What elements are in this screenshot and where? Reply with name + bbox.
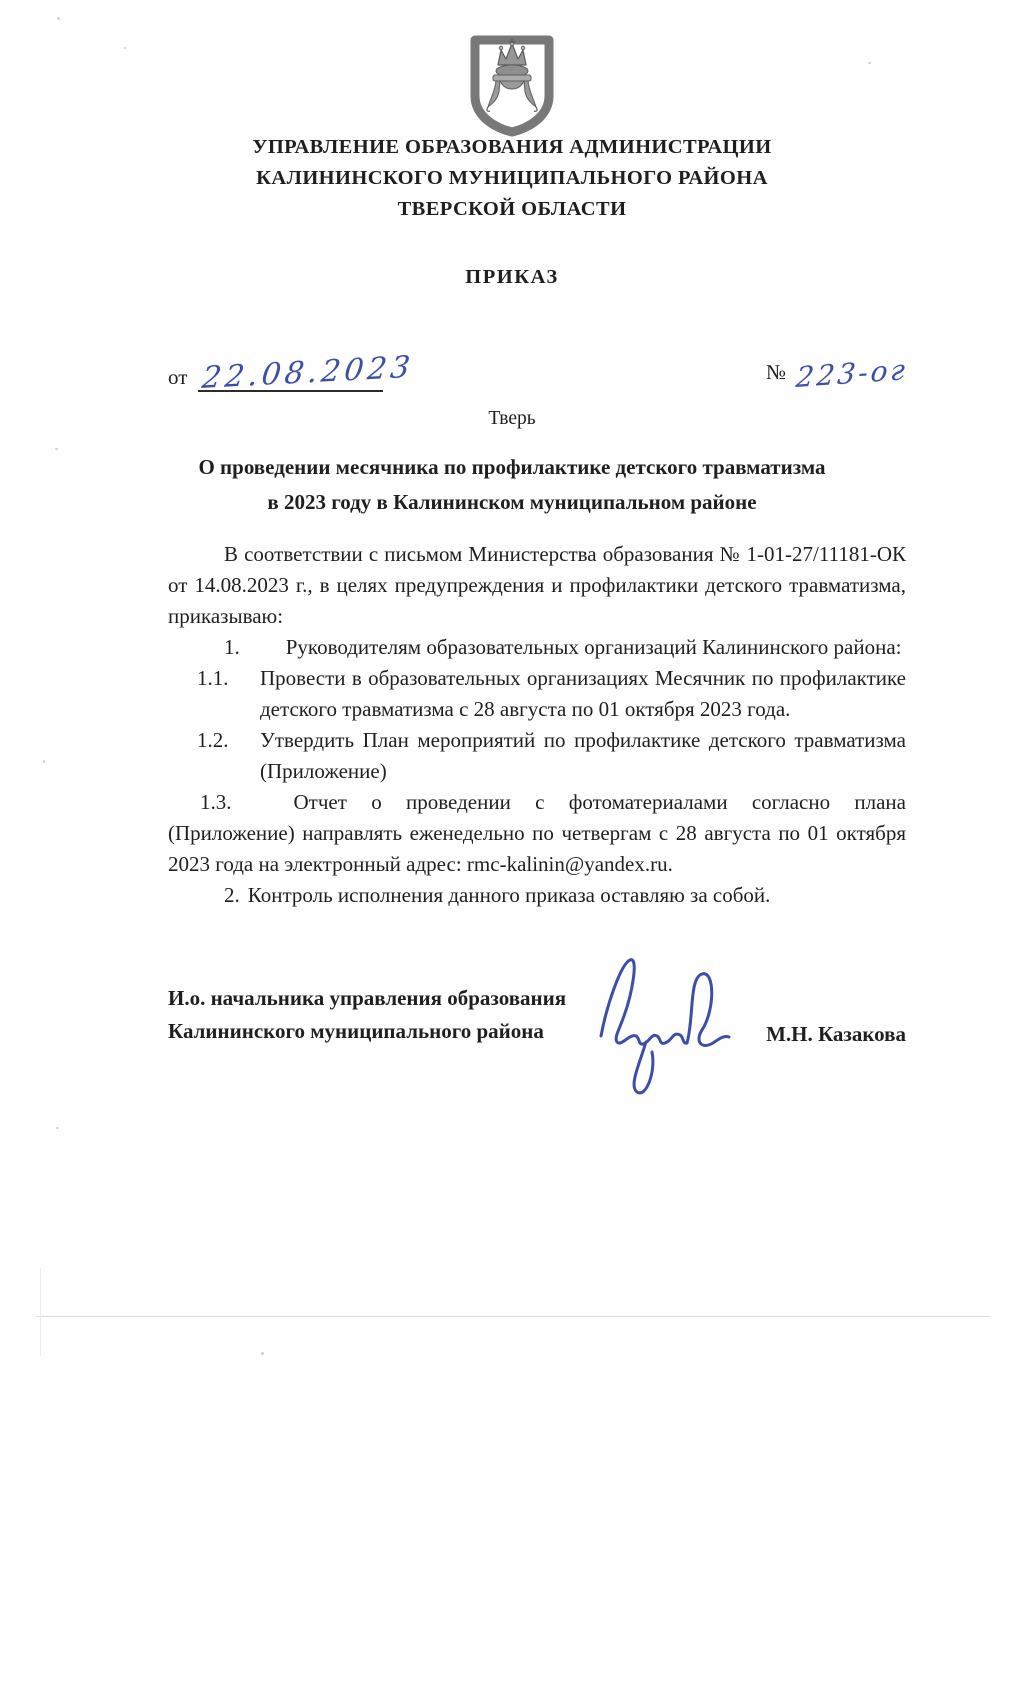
scan-speck: [56, 1127, 59, 1129]
tver-coat-of-arms-icon: [467, 34, 557, 138]
item-1-1-number: 1.1.: [197, 666, 229, 690]
scan-speck: [124, 47, 126, 49]
scan-speck: [55, 448, 58, 450]
scan-edge-artifact: [40, 1268, 41, 1356]
order-body: [168, 539, 906, 911]
item-2-number: 2.: [224, 883, 240, 907]
scan-speck: [261, 1352, 264, 1355]
signer-position-line-2: Калининского муниципального района: [168, 1019, 544, 1043]
item-1-2-number: 1.2.: [197, 728, 229, 752]
city-name: Тверь: [488, 408, 536, 429]
item-2-paragraph: [168, 880, 906, 911]
subject-line-1: О проведении месячника по профилактике детского травматизма: [198, 455, 826, 479]
number-label: №: [766, 360, 787, 384]
item-2-text: Контроль исполнения данного приказа оставляю за собой.: [247, 883, 771, 907]
item-1-text: Руководителям образовательных организаций Калининского района:: [285, 635, 902, 659]
item-1-3-number: 1.3.: [200, 790, 232, 814]
item-1-paragraph: [168, 632, 906, 663]
signature-block: [168, 982, 906, 1142]
order-number-block: [766, 352, 910, 395]
signer-position-line-1: И.о. начальника управления образования: [168, 986, 567, 1010]
handwritten-number: 223-ог: [794, 352, 910, 395]
org-line-2: КАЛИНИНСКОГО МУНИЦИПАЛЬНОГО РАЙОНА: [256, 167, 768, 189]
org-line-1: УПРАВЛЕНИЕ ОБРАЗОВАНИЯ АДМИНИСТРАЦИИ: [252, 136, 772, 158]
subject-title: [0, 450, 1024, 520]
intro-paragraph: В соответствии с письмом Министерства образования № 1-01-27/11181-ОК от 14.08.2023 г., в целях предупреждения и профилактики детского травматизма, приказываю:: [168, 542, 906, 628]
item-1-2-paragraph: [168, 725, 906, 787]
date-number-row: [168, 348, 908, 396]
item-1-3-text: Отчет о проведении с фотоматериалами согласно плана (Приложение) направлять еженедельно по четвергам с 28 августа по 01 октября 2023 года на электронный адрес: rmc-kalinin@yandex.ru.: [168, 790, 906, 876]
signer-name: М.Н. Казакова: [766, 1022, 906, 1046]
organization-name-block: [0, 132, 1024, 225]
org-line-3: ТВЕРСКОЙ ОБЛАСТИ: [397, 198, 627, 220]
date-label: от: [168, 365, 188, 389]
item-1-2-text: Утвердить План мероприятий по профилактике детского травматизма (Приложение): [260, 728, 906, 783]
scan-speck: [57, 17, 60, 20]
handwritten-signature-icon: [573, 940, 743, 1098]
date-blank-line: [198, 349, 416, 396]
item-1-3-paragraph: [168, 787, 906, 880]
scan-fold-line: [36, 1316, 990, 1317]
scan-speck: [43, 760, 45, 763]
handwritten-date: 22.08.2023: [200, 349, 416, 396]
item-1-1-text: Провести в образовательных организациях Месячник по профилактике детского травматизма с 28 августа по 01 октября 2023 года.: [260, 666, 906, 721]
item-1-1-paragraph: [168, 663, 906, 725]
document-type-title: ПРИКАЗ: [465, 266, 559, 288]
scan-speck: [868, 62, 871, 64]
subject-line-2: в 2023 году в Калининском муниципальном районе: [267, 490, 757, 514]
item-1-number: 1.: [224, 635, 240, 659]
